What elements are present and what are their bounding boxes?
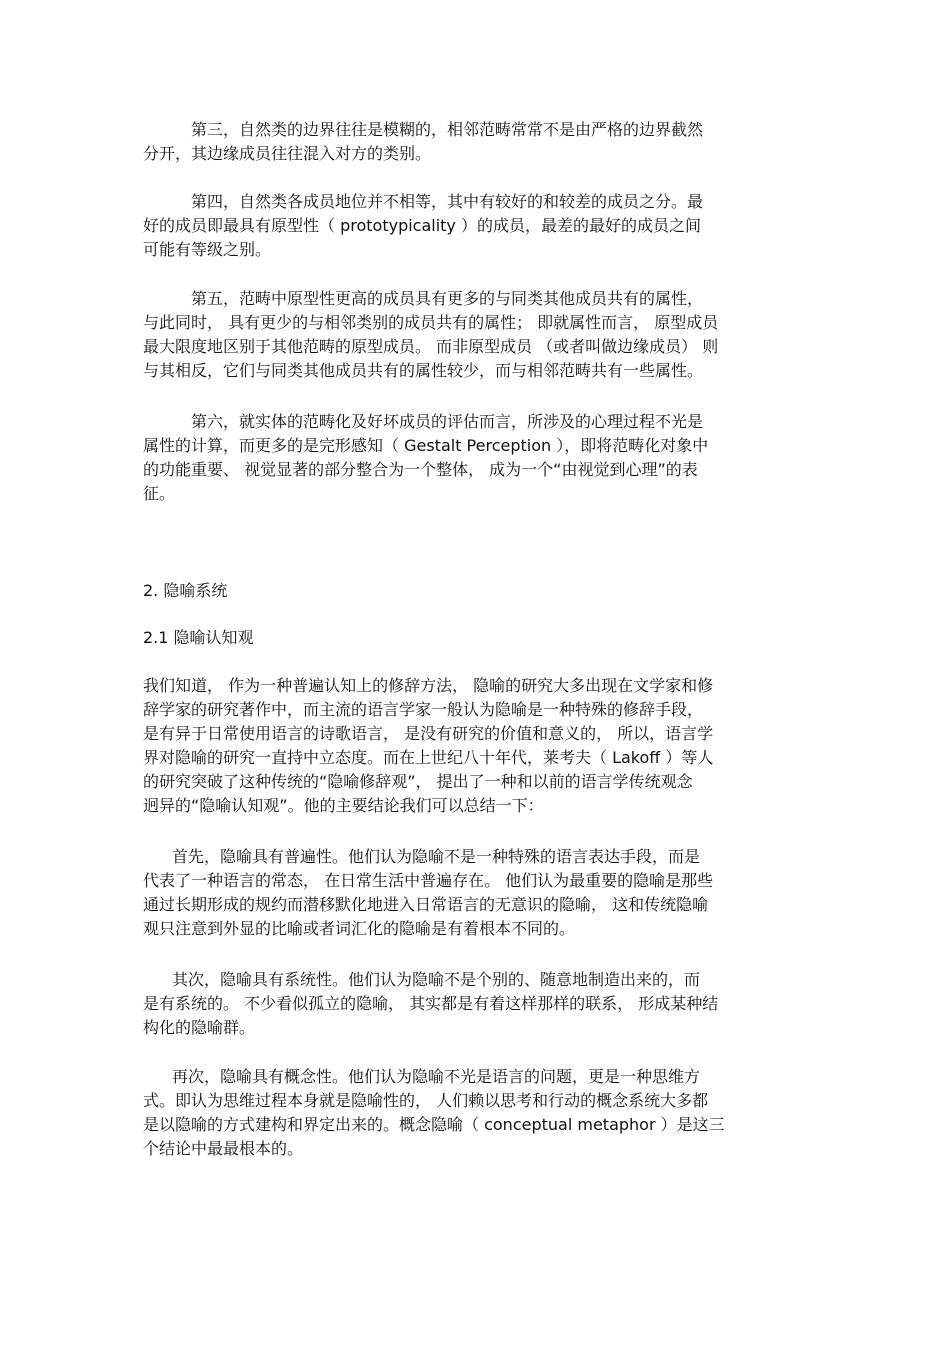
text-line: 与此同时， 具有更少的与相邻类别的成员共有的属性； 即就属性而言， 原型成员 — [143, 313, 719, 332]
text-line: 的研究突破了这种传统的“隐喻修辞观”， 提出了一种和以前的语言学传统观念 — [143, 772, 693, 791]
subsection-heading: 2.1 隐喻认知观 — [143, 628, 254, 647]
text-line: 好的成员即最具有原型性（ prototypicality ）的成员，最差的最好的成员之间 — [143, 216, 701, 235]
text-line: 属性的计算，而更多的是完形感知（ Gestalt Perception ），即将范畴化对象中 — [143, 436, 709, 455]
text-line: 迥异的“隐喻认知观”。他的主要结论我们可以总结一下： — [143, 796, 544, 815]
text-line: 通过长期形成的规约而潜移默化地进入日常语言的无意识的隐喻， 这和传统隐喻 — [143, 895, 709, 914]
text-line: 第五，范畴中原型性更高的成员具有更多的与同类其他成员共有的属性， — [191, 289, 704, 308]
paragraph-systematicity — [143, 968, 813, 1040]
text-line: 其次，隐喻具有系统性。他们认为隐喻不是个别的、随意地制造出来的，而 — [172, 970, 701, 989]
section-heading: 2. 隐喻系统 — [143, 581, 228, 600]
text-line: 构化的隐喻群。 — [143, 1018, 256, 1037]
text-line: 观只注意到外显的比喻或者词汇化的隐喻是有着根本不同的。 — [143, 919, 576, 938]
text-line: 第三，自然类的边界往往是模糊的，相邻范畴常常不是由严格的边界截然 — [191, 120, 704, 139]
text-line: 辞学家的研究著作中，而主流的语言学家一般认为隐喻是一种特殊的修辞手段， — [143, 700, 704, 719]
paragraph-fifth — [143, 287, 813, 383]
paragraph-conceptuality — [143, 1065, 813, 1161]
paragraph-sixth — [143, 410, 813, 506]
text-line: 可能有等级之别。 — [143, 240, 272, 259]
text-line: 首先，隐喻具有普遍性。他们认为隐喻不是一种特殊的语言表达手段，而是 — [172, 847, 701, 866]
text-line: 是有系统的。 不少看似孤立的隐喻， 其实都是有着这样那样的联系， 形成某种结 — [143, 994, 719, 1013]
text-line: 是有异于日常使用语言的诗歌语言， 是没有研究的价值和意义的， 所以，语言学 — [143, 724, 714, 743]
text-line: 界对隐喻的研究一直持中立态度。而在上世纪八十年代，莱考夫（ Lakoff ）等人 — [143, 748, 714, 767]
text-line: 代表了一种语言的常态， 在日常生活中普遍存在。 他们认为最重要的隐喻是那些 — [143, 871, 714, 890]
text-line: 第四，自然类各成员地位并不相等，其中有较好的和较差的成员之分。最 — [191, 192, 704, 211]
text-line: 个结论中最最根本的。 — [143, 1139, 304, 1158]
text-line: 我们知道， 作为一种普遍认知上的修辞方法， 隐喻的研究大多出现在文学家和修 — [143, 676, 714, 695]
text-line: 征。 — [143, 484, 176, 503]
paragraph-fourth — [143, 190, 813, 262]
text-line: 第六，就实体的范畴化及好坏成员的评估而言，所涉及的心理过程不光是 — [191, 412, 704, 431]
paragraph-intro — [143, 674, 813, 818]
text-line: 最大限度地区别于其他范畴的原型成员。 而非原型成员 （或者叫做边缘成员） 则 — [143, 337, 719, 356]
text-line: 是以隐喻的方式建构和界定出来的。概念隐喻（ conceptual metaphor ）是这三 — [143, 1115, 725, 1134]
text-line: 与其相反，它们与同类其他成员共有的属性较少，而与相邻范畴共有一些属性。 — [143, 361, 704, 380]
text-line: 的功能重要、 视觉显著的部分整合为一个整体， 成为一个“由视觉到心理”的表 — [143, 460, 698, 479]
text-line: 式。即认为思维过程本身就是隐喻性的， 人们赖以思考和行动的概念系统大多都 — [143, 1091, 709, 1110]
text-line: 分开，其边缘成员往往混入对方的类别。 — [143, 144, 432, 163]
paragraph-third — [143, 118, 813, 166]
text-line: 再次，隐喻具有概念性。他们认为隐喻不光是语言的问题，更是一种思维方 — [172, 1067, 701, 1086]
paragraph-universality — [143, 845, 813, 941]
